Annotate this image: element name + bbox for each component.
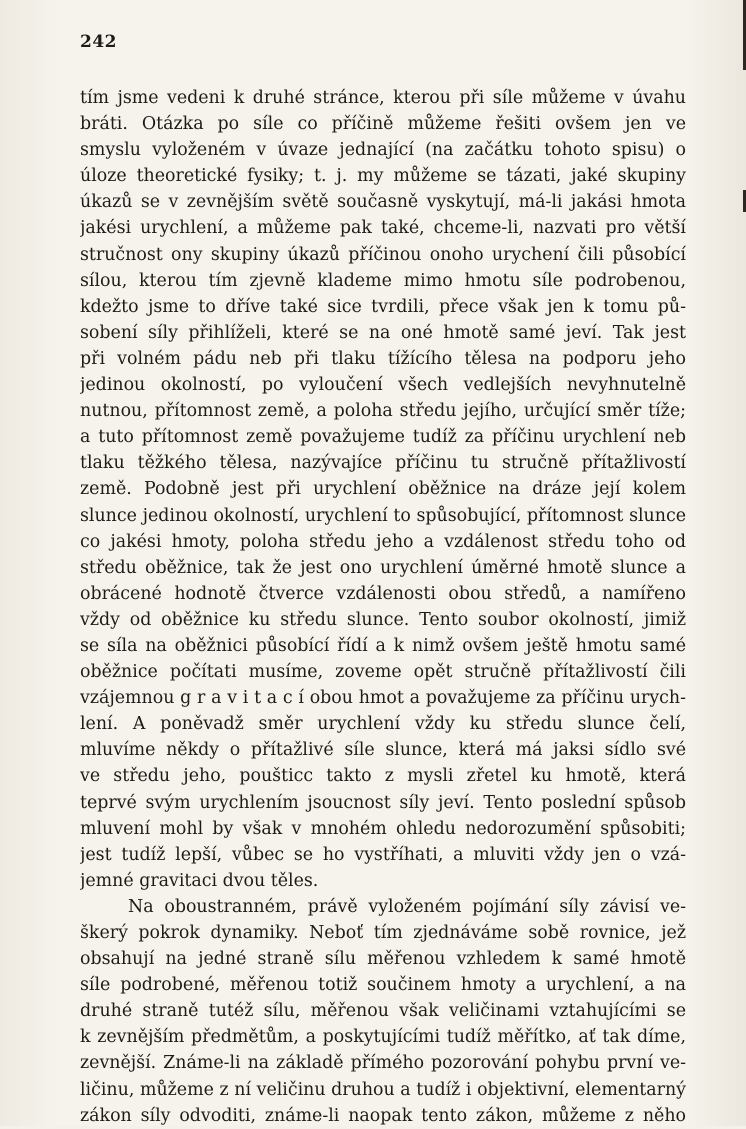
text-line: nutnou, přítomnost země, a poloha středu jejího, určující směr tíže; <box>80 401 686 422</box>
text-line: země. Podobně jest při urychlení oběžnice na dráze její kolem <box>80 479 686 500</box>
page-number: 242 <box>80 32 117 52</box>
text-line: druhé straně tutéž sílu, měřenou však veličinami vztahujícími se <box>80 1001 686 1022</box>
paragraph-2 <box>80 894 686 1129</box>
text-line: vzájemnou g r a v i t a c í obou hmot a považujeme za příčinu urych- <box>80 688 686 709</box>
text-line: jakési urychlení, a můžeme pak také, chceme-li, nazvati pro větší <box>80 218 686 239</box>
text-line: zevnější. Známe-li na základě přímého pozorování pohybu první ve- <box>80 1053 686 1074</box>
text-line: oběžnice počítati musíme, zoveme opět stručně přítažlivostí čili <box>80 662 686 683</box>
text-line: kdežto jsme to dříve také sice tvrdili, přece však jen k tomu pů- <box>80 296 686 317</box>
text-line: jedinou okolností, po vyloučení všech vedlejších nevyhnutelně <box>80 375 686 396</box>
text-line: středu oběžnice, tak že jest ono urychlení úměrné hmotě slunce a <box>80 557 686 578</box>
text-line: a tuto přítomnost země považujeme tudíž za příčinu urychlení neb <box>80 427 686 448</box>
text-line: tlaku těžkého tělesa, nazývajíce příčinu tu stručně přítažlivostí <box>80 453 686 474</box>
text-line: sílou, kterou tím zjevně klademe mimo hmotu síle podrobenou, <box>80 270 686 291</box>
text-line: obrácené hodnotě čtverce vzdálenosti obou středů, a namířeno <box>80 583 686 604</box>
text-line: obsahují na jedné straně sílu měřenou vzhledem k samé hmotě <box>80 949 686 970</box>
text-line: jemné gravitaci dvou těles. <box>80 870 319 891</box>
paragraph-1 <box>80 85 686 894</box>
text-line: škerý pokrok dynamiky. Neboť tím zjednáváme sobě rovnice, jež <box>80 923 686 943</box>
text-line: se síla na oběžnici působící řídí a k nimž ovšem ještě hmotu samé <box>80 635 686 656</box>
text-line: smyslu vyloženém v úvaze jednající (na začátku tohoto spisu) o <box>80 140 686 161</box>
text-line: slunce jedinou okolností, urychlení to spůsobující, přítomnost slunce <box>80 505 686 526</box>
text-line: zákon síly odvoditi, známe-li naopak tento zákon, můžeme z něho <box>80 1105 686 1126</box>
text-line: při volném pádu neb při tlaku tížícího tělesa na podporu jeho <box>80 348 686 369</box>
text-line: teprvé svým urychlením jsoucnost síly jeví. Tento poslední spůsob <box>80 792 686 813</box>
text-line: lení. A poněvadž směr urychlení vždy ku středu slunce čelí, <box>80 714 686 735</box>
text-line: vždy od oběžnice ku středu slunce. Tento soubor okolností, jimiž <box>80 609 686 630</box>
text-line: mluvení mohl by však v mnohém ohledu nedorozumění spůsobiti; <box>80 818 686 839</box>
text-line: síle podrobené, měřenou totiž součinem hmoty a urychlení, a na <box>80 975 686 996</box>
body-text <box>80 85 686 1129</box>
text-line: tím jsme vedeni k druhé stránce, kterou při síle můžeme v úvahu <box>80 88 686 108</box>
text-line: co jakési hmoty, poloha středu jeho a vzdálenost středu toho od <box>80 531 686 552</box>
text-line: jest tudíž lepší, vůbec se ho vystříhati, a mluviti vždy jen o vzá- <box>80 844 686 865</box>
text-line: bráti. Otázka po síle co příčině můžeme řešiti ovšem jen ve <box>80 114 686 135</box>
text-line: ve středu jeho, poušticc takto z mysli zřetel ku hmotě, která <box>80 766 686 787</box>
text-line: mluvíme někdy o přítažlivé síle slunce, která má jaksi sídlo své <box>80 740 686 761</box>
text-line: stručnost ony skupiny úkazů příčinou onoho urychení čili působící <box>80 244 686 265</box>
text-line: úloze theoretické fysiky; t. j. my můžeme se tázati, jaké skupiny <box>80 166 686 187</box>
text-line: sobení síly přihlíželi, které se na oné hmotě samé jeví. Tak jest <box>80 322 686 343</box>
text-line: k zevnějším předmětům, a poskytujícími tudíž měřítko, ať tak díme, <box>80 1027 686 1048</box>
text-line: ličinu, můžeme z ní veličinu druhou a tudíž i objektivní, elementarný <box>80 1079 686 1100</box>
text-line: úkazů se v zevnějším světě současně vyskytují, má-li jakási hmota <box>80 192 686 213</box>
text-line: Na oboustranném, právě vyloženém pojímání síly závisí ve- <box>128 896 686 917</box>
